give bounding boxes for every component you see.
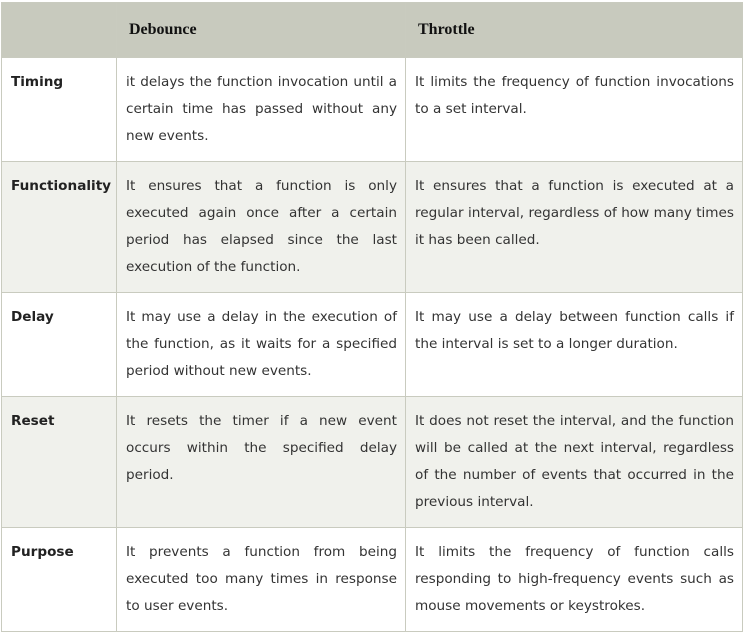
header-throttle: Throttle xyxy=(406,3,743,58)
debounce-cell: It prevents a function from being executed too many times in response to user events. xyxy=(117,528,406,632)
throttle-cell: It limits the frequency of function calls responding to high-frequency events such as mouse movements or keystrokes. xyxy=(406,528,743,632)
row-label: Functionality xyxy=(2,162,117,293)
debounce-cell: it delays the function invocation until a certain time has passed without any new events. xyxy=(117,58,406,162)
throttle-cell: It does not reset the interval, and the function will be called at the next interval, regardless of the number of events that occurred in the previous interval. xyxy=(406,397,743,528)
table-row xyxy=(2,528,743,632)
table-row xyxy=(2,293,743,397)
header-empty xyxy=(2,3,117,58)
row-label: Timing xyxy=(2,58,117,162)
throttle-cell: It may use a delay between function calls if the interval is set to a longer duration. xyxy=(406,293,743,397)
debounce-cell: It may use a delay in the execution of the function, as it waits for a specified period without new events. xyxy=(117,293,406,397)
throttle-cell: It ensures that a function is executed at a regular interval, regardless of how many times it has been called. xyxy=(406,162,743,293)
debounce-cell: It ensures that a function is only executed again once after a certain period has elapsed since the last execution of the function. xyxy=(117,162,406,293)
debounce-cell: It resets the timer if a new event occurs within the specified delay period. xyxy=(117,397,406,528)
header-row xyxy=(2,3,743,58)
table-row xyxy=(2,58,743,162)
comparison-table xyxy=(1,2,743,632)
table-row xyxy=(2,397,743,528)
row-label: Reset xyxy=(2,397,117,528)
throttle-cell: It limits the frequency of function invocations to a set interval. xyxy=(406,58,743,162)
header-debounce: Debounce xyxy=(117,3,406,58)
table-row xyxy=(2,162,743,293)
row-label: Purpose xyxy=(2,528,117,632)
row-label: Delay xyxy=(2,293,117,397)
